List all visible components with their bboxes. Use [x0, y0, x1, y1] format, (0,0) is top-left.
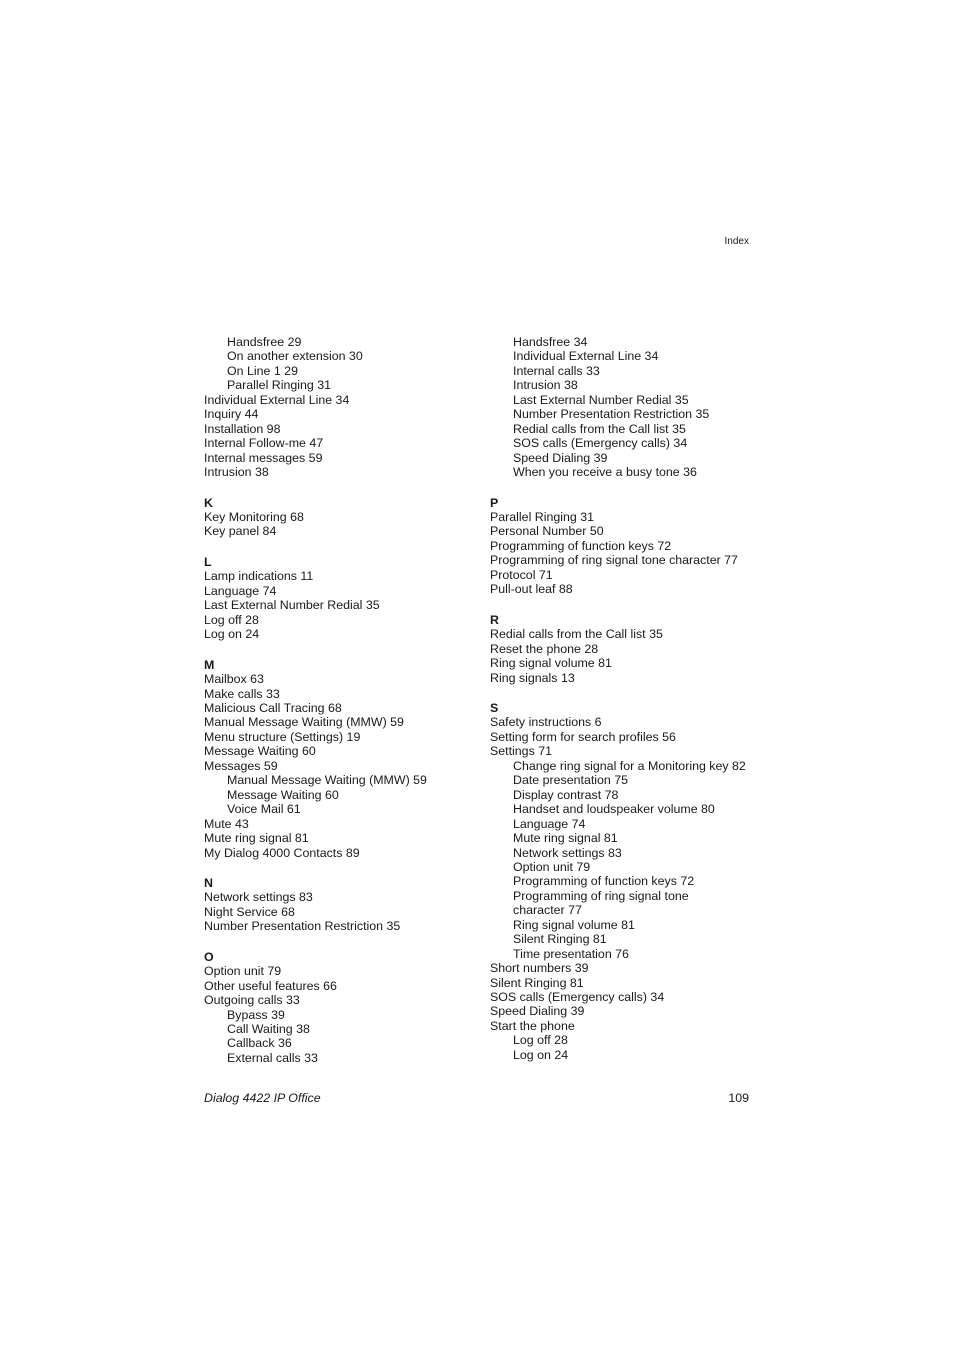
- index-subentry: Time presentation 76: [513, 946, 629, 961]
- index-letter-heading: M: [204, 657, 215, 672]
- index-entry: Speed Dialing 39: [490, 1004, 585, 1019]
- footer-document-title: Dialog 4422 IP Office: [204, 1091, 321, 1105]
- index-subentry: Last External Number Redial 35: [513, 392, 689, 407]
- index-entry: Setting form for search profiles 56: [490, 729, 676, 744]
- index-subentry: Handset and loudspeaker volume 80: [513, 802, 715, 817]
- index-subentry: Manual Message Waiting (MMW) 59: [227, 773, 427, 788]
- index-subentry: Callback 36: [227, 1036, 292, 1051]
- index-entry: Silent Ringing 81: [490, 975, 584, 990]
- index-subentry: Language 74: [513, 816, 586, 831]
- index-entry: Inquiry 44: [204, 407, 259, 422]
- index-entry: Internal messages 59: [204, 450, 323, 465]
- index-entry: Key Monitoring 68: [204, 509, 304, 524]
- footer-page-number: 109: [728, 1091, 749, 1105]
- index-column-right: [490, 335, 760, 1062]
- index-entry: Start the phone: [490, 1018, 575, 1033]
- index-subentry: Date presentation 75: [513, 773, 629, 788]
- index-subentry: Programming of function keys 72: [513, 874, 695, 889]
- index-entry: Language 74: [204, 583, 277, 598]
- index-entry: Make calls 33: [204, 686, 280, 701]
- index-entry: Mailbox 63: [204, 672, 264, 687]
- index-entry: Parallel Ringing 31: [490, 509, 595, 524]
- index-subentry: Message Waiting 60: [227, 787, 339, 802]
- index-entry: Outgoing calls 33: [204, 993, 300, 1008]
- index-entry: Menu structure (Settings) 19: [204, 729, 361, 744]
- index-subentry: On Line 1 29: [227, 363, 298, 378]
- index-entry: Protocol 71: [490, 567, 553, 582]
- index-entry: Settings 71: [490, 744, 552, 759]
- index-entry: Malicious Call Tracing 68: [204, 700, 342, 715]
- index-subentry: Programming of ring signal tone: [513, 888, 689, 903]
- index-entry: Option unit 79: [204, 964, 282, 979]
- index-entry: Reset the phone 28: [490, 641, 599, 656]
- index-subentry: Call Waiting 38: [227, 1022, 310, 1037]
- index-subentry: Silent Ringing 81: [513, 932, 607, 947]
- index-subentry: Bypass 39: [227, 1007, 285, 1022]
- index-entry: Message Waiting 60: [204, 744, 316, 759]
- index-letter-heading: N: [204, 875, 213, 890]
- index-entry: SOS calls (Emergency calls) 34: [490, 990, 665, 1005]
- index-subentry: Number Presentation Restriction 35: [513, 407, 710, 422]
- index-entry: Ring signals 13: [490, 670, 575, 685]
- index-entry: Safety instructions 6: [490, 715, 602, 730]
- index-entry: Other useful features 66: [204, 978, 337, 993]
- index-subentry: Speed Dialing 39: [513, 450, 608, 465]
- index-entry: Personal Number 50: [490, 524, 604, 539]
- index-subentry: Display contrast 78: [513, 787, 619, 802]
- index-subentry: Log off 28: [513, 1033, 568, 1048]
- index-subentry: Voice Mail 61: [227, 802, 301, 817]
- index-letter-heading: L: [204, 554, 212, 569]
- index-subentry: Network settings 83: [513, 845, 622, 860]
- index-subentry: SOS calls (Emergency calls) 34: [513, 436, 688, 451]
- index-entry: My Dialog 4000 Contacts 89: [204, 845, 360, 860]
- index-entry: Intrusion 38: [204, 465, 269, 480]
- index-letter-heading: P: [490, 495, 499, 510]
- index-letter-heading: O: [204, 949, 214, 964]
- index-column-left: [204, 335, 474, 1065]
- index-subentry: Handsfree 34: [513, 335, 588, 349]
- index-subentry: Handsfree 29: [227, 335, 302, 349]
- index-subentry: Intrusion 38: [513, 378, 578, 393]
- index-subentry: Parallel Ringing 31: [227, 378, 332, 393]
- index-entry: Mute ring signal 81: [204, 831, 309, 846]
- index-subentry: Log on 24: [513, 1047, 569, 1062]
- index-entry: Individual External Line 34: [204, 392, 350, 407]
- index-entry: Ring signal volume 81: [490, 656, 612, 671]
- index-entry: Short numbers 39: [490, 961, 589, 976]
- index-entry: Lamp indications 11: [204, 569, 314, 584]
- index-subentry: Redial calls from the Call list 35: [513, 421, 686, 436]
- index-subentry: Mute ring signal 81: [513, 831, 618, 846]
- index-entry: Key panel 84: [204, 524, 277, 539]
- index-subentry: Option unit 79: [513, 859, 591, 874]
- index-entry: Programming of ring signal tone character 77: [490, 553, 738, 568]
- index-subentry: Change ring signal for a Monitoring key 82: [513, 758, 746, 773]
- index-entry: Programming of function keys 72: [490, 538, 672, 553]
- index-entry: Network settings 83: [204, 890, 313, 905]
- index-subentry: External calls 33: [227, 1050, 318, 1065]
- index-subentry: When you receive a busy tone 36: [513, 465, 697, 480]
- index-subentry: Ring signal volume 81: [513, 917, 635, 932]
- index-entry: Installation 98: [204, 421, 281, 436]
- index-subentry: On another extension 30: [227, 349, 363, 364]
- index-entry: Log on 24: [204, 627, 260, 642]
- index-entry: Night Service 68: [204, 904, 295, 919]
- index-letter-heading: S: [490, 700, 499, 715]
- index-entry: Log off 28: [204, 612, 259, 627]
- index-entry: Number Presentation Restriction 35: [204, 919, 401, 934]
- index-entry: Pull-out leaf 88: [490, 582, 573, 597]
- section-header-label: Index: [724, 236, 749, 247]
- index-entry: Messages 59: [204, 758, 278, 773]
- index-letter-heading: K: [204, 495, 213, 510]
- index-entry: Manual Message Waiting (MMW) 59: [204, 715, 404, 730]
- index-entry: Redial calls from the Call list 35: [490, 627, 663, 642]
- index-entry: Internal Follow-me 47: [204, 436, 324, 451]
- index-entry: Last External Number Redial 35: [204, 598, 380, 613]
- index-entry: Mute 43: [204, 816, 249, 831]
- index-letter-heading: R: [490, 612, 499, 627]
- index-subentry: Individual External Line 34: [513, 349, 659, 364]
- index-subentry: Internal calls 33: [513, 363, 600, 378]
- index-subentry-continuation: character 77: [513, 903, 582, 918]
